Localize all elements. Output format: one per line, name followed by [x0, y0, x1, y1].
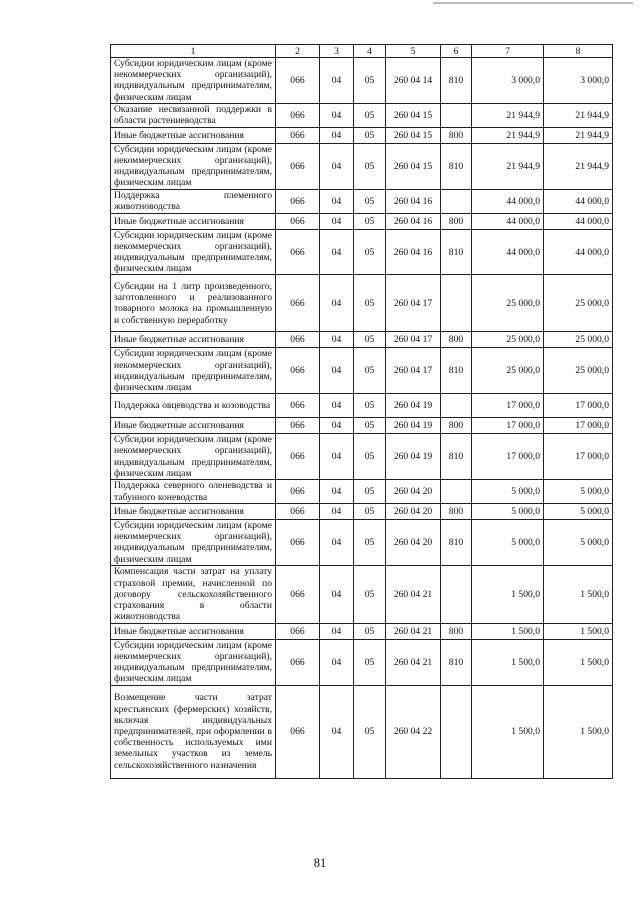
row-expense-type: 800: [441, 213, 472, 229]
table-row: [111, 565, 613, 623]
row-subsection: 05: [354, 434, 386, 480]
row-section: 04: [320, 623, 354, 639]
table-row: [111, 275, 613, 332]
row-code: 066: [276, 623, 320, 639]
row-code: 066: [276, 275, 320, 332]
row-name: Субсидии юридическим лицам (кроме некоммерческих организаций), индивидуальным предпринимателям, физическим лицам: [111, 639, 276, 685]
row-expense-type: 800: [441, 623, 472, 639]
row-subsection: 05: [354, 213, 386, 229]
row-section: 04: [320, 480, 354, 504]
row-expense-type: [441, 275, 472, 332]
row-expense-type: 800: [441, 504, 472, 520]
row-target-article: 260 04 22: [386, 685, 441, 778]
row-subsection: 05: [354, 275, 386, 332]
row-expense-type: 810: [441, 639, 472, 685]
table-row: [111, 58, 613, 104]
row-code: 066: [276, 394, 320, 418]
table-row: [111, 520, 613, 566]
row-code: 066: [276, 685, 320, 778]
row-expense-type: 810: [441, 229, 472, 275]
table-row: [111, 685, 613, 778]
row-subsection: 05: [354, 565, 386, 623]
row-amount-2: 5 000,0: [544, 504, 613, 520]
row-subsection: 05: [354, 520, 386, 566]
row-target-article: 260 04 20: [386, 504, 441, 520]
table-row: [111, 189, 613, 213]
row-amount-1: 1 500,0: [472, 623, 544, 639]
row-expense-type: 810: [441, 143, 472, 189]
row-subsection: 05: [354, 480, 386, 504]
row-amount-1: 21 944,9: [472, 143, 544, 189]
table-row: [111, 143, 613, 189]
row-target-article: 260 04 20: [386, 480, 441, 504]
row-expense-type: [441, 565, 472, 623]
row-code: 066: [276, 565, 320, 623]
table-row: [111, 394, 613, 418]
row-code: 066: [276, 480, 320, 504]
row-target-article: 260 04 21: [386, 565, 441, 623]
row-amount-1: 5 000,0: [472, 520, 544, 566]
row-name: Поддержка северного оленеводства и табунного коневодства: [111, 480, 276, 504]
row-name: Субсидии юридическим лицам (кроме некоммерческих организаций), индивидуальным предпринимателям, физическим лицам: [111, 58, 276, 104]
budget-table: [110, 44, 613, 779]
row-amount-1: 25 000,0: [472, 332, 544, 348]
row-expense-type: [441, 685, 472, 778]
row-target-article: 260 04 21: [386, 639, 441, 685]
table-row: [111, 418, 613, 434]
row-code: 066: [276, 332, 320, 348]
row-name: Субсидии юридическим лицам (кроме некоммерческих организаций), индивидуальным предпринимателям, физическим лицам: [111, 229, 276, 275]
table-row: [111, 504, 613, 520]
row-amount-2: 17 000,0: [544, 418, 613, 434]
row-subsection: 05: [354, 143, 386, 189]
row-code: 066: [276, 639, 320, 685]
row-code: 066: [276, 143, 320, 189]
row-section: 04: [320, 189, 354, 213]
page-number: 81: [313, 856, 327, 870]
row-amount-1: 44 000,0: [472, 229, 544, 275]
row-amount-1: 5 000,0: [472, 504, 544, 520]
row-amount-2: 17 000,0: [544, 434, 613, 480]
table-row: [111, 623, 613, 639]
row-target-article: 260 04 17: [386, 348, 441, 394]
row-amount-1: 5 000,0: [472, 480, 544, 504]
row-code: 066: [276, 520, 320, 566]
row-expense-type: 800: [441, 418, 472, 434]
row-code: 066: [276, 213, 320, 229]
row-target-article: 260 04 16: [386, 229, 441, 275]
row-name: Иные бюджетные ассигнования: [111, 418, 276, 434]
row-amount-2: 3 000,0: [544, 58, 613, 104]
header-cell: 3: [320, 45, 354, 58]
row-amount-1: 25 000,0: [472, 348, 544, 394]
row-expense-type: [441, 189, 472, 213]
header-cell: 7: [472, 45, 544, 58]
row-target-article: 260 04 17: [386, 275, 441, 332]
row-section: 04: [320, 103, 354, 127]
row-target-article: 260 04 21: [386, 623, 441, 639]
table-row: [111, 229, 613, 275]
row-expense-type: 800: [441, 332, 472, 348]
table-row: [111, 348, 613, 394]
row-amount-1: 3 000,0: [472, 58, 544, 104]
row-amount-2: 21 944,9: [544, 127, 613, 143]
row-expense-type: 800: [441, 127, 472, 143]
row-name: Субсидии юридическим лицам (кроме некоммерческих организаций), индивидуальным предпринимателям, физическим лицам: [111, 520, 276, 566]
row-subsection: 05: [354, 348, 386, 394]
row-name: Иные бюджетные ассигнования: [111, 213, 276, 229]
header-cell: 6: [441, 45, 472, 58]
row-name: Возмещение части затрат крестьянских (фермерских) хозяйств, включая индивидуальных предпринимателей, при оформлении в собственность используемых ими земельных участков из земель сельскохозяйственного назначения: [111, 685, 276, 778]
row-name: Поддержка овцеводства и козоводства: [111, 394, 276, 418]
row-amount-1: 1 500,0: [472, 639, 544, 685]
row-name: Субсидии на 1 литр произведенного, заготовленного и реализованного товарного молока на промышленную и собственную переработку: [111, 275, 276, 332]
row-amount-1: 44 000,0: [472, 213, 544, 229]
row-amount-1: 1 500,0: [472, 565, 544, 623]
row-target-article: 260 04 16: [386, 189, 441, 213]
row-target-article: 260 04 15: [386, 127, 441, 143]
row-target-article: 260 04 20: [386, 520, 441, 566]
row-target-article: 260 04 19: [386, 418, 441, 434]
row-section: 04: [320, 275, 354, 332]
row-name: Компенсация части затрат на уплату страховой премии, начисленной по договору сельскохозяйственного страхования в области животноводства: [111, 565, 276, 623]
row-subsection: 05: [354, 504, 386, 520]
row-amount-2: 25 000,0: [544, 348, 613, 394]
row-subsection: 05: [354, 394, 386, 418]
row-amount-2: 1 500,0: [544, 685, 613, 778]
row-section: 04: [320, 58, 354, 104]
row-code: 066: [276, 229, 320, 275]
row-amount-2: 21 944,9: [544, 143, 613, 189]
row-section: 04: [320, 394, 354, 418]
row-expense-type: [441, 103, 472, 127]
row-section: 04: [320, 639, 354, 685]
row-expense-type: [441, 394, 472, 418]
row-amount-2: 44 000,0: [544, 213, 613, 229]
row-subsection: 05: [354, 332, 386, 348]
row-name: Иные бюджетные ассигнования: [111, 504, 276, 520]
row-expense-type: 810: [441, 434, 472, 480]
row-section: 04: [320, 520, 354, 566]
row-subsection: 05: [354, 623, 386, 639]
row-amount-1: 25 000,0: [472, 275, 544, 332]
row-amount-1: 17 000,0: [472, 394, 544, 418]
table-row: [111, 434, 613, 480]
header-cell: 1: [111, 45, 276, 58]
row-code: 066: [276, 103, 320, 127]
row-subsection: 05: [354, 103, 386, 127]
row-target-article: 260 04 19: [386, 434, 441, 480]
row-amount-2: 44 000,0: [544, 229, 613, 275]
row-subsection: 05: [354, 418, 386, 434]
row-name: Субсидии юридическим лицам (кроме некоммерческих организаций), индивидуальным предпринимателям, физическим лицам: [111, 434, 276, 480]
row-amount-2: 5 000,0: [544, 520, 613, 566]
row-code: 066: [276, 434, 320, 480]
row-amount-1: 21 944,9: [472, 103, 544, 127]
row-target-article: 260 04 15: [386, 143, 441, 189]
row-target-article: 260 04 14: [386, 58, 441, 104]
row-amount-2: 1 500,0: [544, 639, 613, 685]
row-subsection: 05: [354, 229, 386, 275]
row-code: 066: [276, 348, 320, 394]
header-cell: 5: [386, 45, 441, 58]
row-subsection: 05: [354, 639, 386, 685]
row-expense-type: 810: [441, 348, 472, 394]
row-section: 04: [320, 229, 354, 275]
row-name: Иные бюджетные ассигнования: [111, 127, 276, 143]
row-section: 04: [320, 418, 354, 434]
table-row: [111, 213, 613, 229]
row-name: Иные бюджетные ассигнования: [111, 623, 276, 639]
header-cell: 2: [276, 45, 320, 58]
row-amount-1: 17 000,0: [472, 418, 544, 434]
row-name: Оказание несвязанной поддержки в области растениеводства: [111, 103, 276, 127]
row-name: Поддержка племенного животноводства: [111, 189, 276, 213]
table-row: [111, 480, 613, 504]
row-code: 066: [276, 504, 320, 520]
row-amount-1: 21 944,9: [472, 127, 544, 143]
header-row: [111, 45, 613, 58]
row-code: 066: [276, 127, 320, 143]
row-amount-2: 1 500,0: [544, 565, 613, 623]
row-section: 04: [320, 685, 354, 778]
row-target-article: 260 04 16: [386, 213, 441, 229]
row-amount-2: 25 000,0: [544, 275, 613, 332]
row-amount-2: 44 000,0: [544, 189, 613, 213]
row-section: 04: [320, 332, 354, 348]
row-subsection: 05: [354, 127, 386, 143]
row-expense-type: [441, 480, 472, 504]
row-amount-2: 21 944,9: [544, 103, 613, 127]
table-row: [111, 103, 613, 127]
row-section: 04: [320, 504, 354, 520]
row-target-article: 260 04 17: [386, 332, 441, 348]
top-edge-line: [433, 2, 633, 4]
row-name: Субсидии юридическим лицам (кроме некоммерческих организаций), индивидуальным предпринимателям, физическим лицам: [111, 348, 276, 394]
row-expense-type: 810: [441, 58, 472, 104]
row-code: 066: [276, 58, 320, 104]
row-section: 04: [320, 143, 354, 189]
row-amount-1: 17 000,0: [472, 434, 544, 480]
row-name: Субсидии юридическим лицам (кроме некоммерческих организаций), индивидуальным предпринимателям, физическим лицам: [111, 143, 276, 189]
row-amount-2: 1 500,0: [544, 623, 613, 639]
row-name: Иные бюджетные ассигнования: [111, 332, 276, 348]
table-row: [111, 127, 613, 143]
row-section: 04: [320, 127, 354, 143]
header-cell: 8: [544, 45, 613, 58]
row-amount-1: 1 500,0: [472, 685, 544, 778]
row-amount-2: 5 000,0: [544, 480, 613, 504]
table-row: [111, 332, 613, 348]
row-section: 04: [320, 213, 354, 229]
row-subsection: 05: [354, 58, 386, 104]
row-amount-2: 25 000,0: [544, 332, 613, 348]
table-row: [111, 639, 613, 685]
row-subsection: 05: [354, 189, 386, 213]
row-target-article: 260 04 19: [386, 394, 441, 418]
row-code: 066: [276, 418, 320, 434]
row-target-article: 260 04 15: [386, 103, 441, 127]
row-subsection: 05: [354, 685, 386, 778]
row-section: 04: [320, 434, 354, 480]
row-section: 04: [320, 348, 354, 394]
row-expense-type: 810: [441, 520, 472, 566]
row-amount-1: 44 000,0: [472, 189, 544, 213]
header-cell: 4: [354, 45, 386, 58]
row-section: 04: [320, 565, 354, 623]
row-amount-2: 17 000,0: [544, 394, 613, 418]
row-code: 066: [276, 189, 320, 213]
